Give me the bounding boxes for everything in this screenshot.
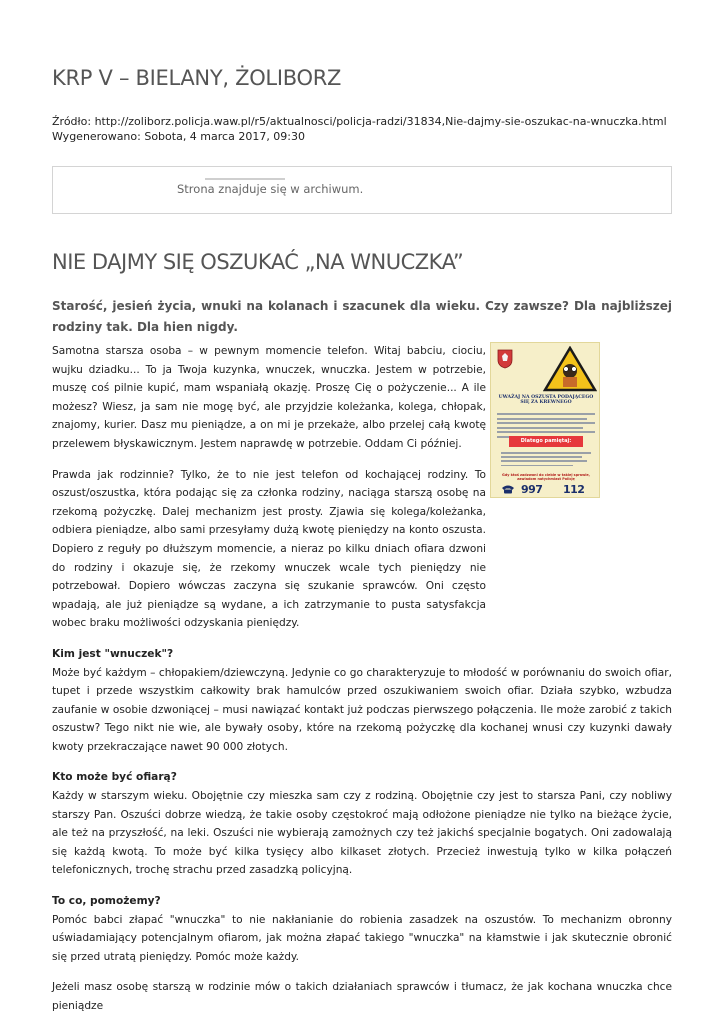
section-heading-how-to-help: To co, pomożemy? [52,895,161,908]
article-closing-paragraph: Jeżeli masz osobę starszą w rodzinie mów o takich działaniach sprawców i tłumacz, że jak kochana wnuczka chce pieniądze [52,981,672,1012]
section-text-who-can-be-victim: Każdy w starszym wieku. Obojętnie czy mieszka sam czy z rodziną. Obojętnie czy jest to starsza Pani, czy nobliwy starszy Pan. Oszuści dobrze wiedzą, że takie osoby częstokroć mają odłożone pieniądze nie tylko na bieżące życie, ale też na przyszłość, na leki. Oszuści nie wybierają zamożnych czy też jakichś specjalnie bogatych. Oni zadowalają się każdą kwotą. To może być kilka tysięcy albo kilkaset złotych. Przecież inwestują tylko w kilka połączeń telefonicznych, trochę strachu przed zasadzką policyjną. [52,790,672,877]
section-heading-who-is-wnuczek: Kim jest "wnuczek"? [52,647,174,660]
poster-footer-note: Gdy ktoś zadzwoni do ciebie w takiej sprawie, zawiadom natychmiast Policję [502,473,590,481]
poster-banner: Dlatego pamiętaj: [509,436,583,447]
emergency-number-112: 112 [563,483,585,496]
article-lead: Starość, jesień życia, wnuki na kolanach i szacunek dla wieku. Czy zawsze? Dla najbliższej rodziny tak. Dla hien nigdy. [52,299,672,334]
article-paragraph: Samotna starsza osoba – w pewnym momencie telefon. Witaj babciu, ciociu, wujku dziadku... To ja Twoja kuzynka, wnuczek, wnuczka. Jestem w potrzebie, muszę coś pilnie kupić, mam wspaniałą okazję. Proszę Cię o pożyczenie... A ile możesz? Wiesz, ja sam nie mogę być, ale przyjdzie koleżanka, kolega, chłopak, znajomy, kurier. Dasz mu pieniądze, a on mi je przekaże, albo przelej całą kwotę przelewem błyskawicznym. Jestem naprawdę w potrzebie. Oddam Ci później. [52,345,486,450]
archive-notice [52,166,672,214]
section-heading-who-can-be-victim: Kto może być ofiarą? [52,771,177,784]
article-body [52,342,672,1028]
emergency-number-997: 997 [521,483,543,496]
source-info [52,114,667,144]
archive-message: Strona znajduje się w archiwum. [177,182,364,196]
site-title: KRP V – BIELANY, ŻOLIBORZ [52,66,342,90]
poster-headline: UWAŻAJ NA OSZUSTA PODAJĄCEGO SIĘ ZA KREWNEGO [498,395,594,406]
section-text-how-to-help: Pomóc babci złapać "wnuczka" to nie nakłanianie do robienia zasadzek na oszustów. To mechanizm obronny uświadamiający potencjalnym ofiarom, jak można złapać takiego "wnuczka" na kłamstwie i jak skutecznie obronić się przed utratą pieniędzy. Pomóc może każdy. [52,913,672,963]
source-url-line: Źródło: http://zoliborz.policja.waw.pl/r5/aktualnosci/policja-radzi/31834,Nie-dajmy-sie-oszukac-na-wnuczka.html [52,115,667,128]
article-paragraph: Prawda jak rodzinnie? Tylko, że to nie jest telefon od kochającej rodziny. To oszust/oszustka, która podając się za członka rodziny, naciąga starszą osobę na rzekomą pożyczkę. Dalej mechanizm jest prosty. Zjawia się kolega/koleżanka, odbiera pieniądze, albo sami przesyłamy dużą kwotę pieniędzy na konto oszusta. Dopiero z reguły po dłuższym momencie, a nieraz po kilku dniach ofiara dzwoni do rodziny i okazuje się, że rzekomy wnuczek wcale tych pieniędzy nie potrzebował. Dopiero wówczas zaczyna się szukanie sprawców. Oni często wpadają, ale już pieniądze są wydane, a ich zatrzymanie to pusta satysfakcja wobec braku możliwości odzyskania pieniędzy. [52,468,486,630]
section-text-who-is-wnuczek: Może być każdym – chłopakiem/dziewczyną. Jedynie co go charakteryzuje to młodość w porównaniu do swoich ofiar, tupet i przede wszystkim całkowity brak hamulców przed oszukiwaniem swoich ofiar. Działa szybko, wzbudza zaufanie w osobie dzwoniącej – musi nawiązać kontakt już podczas pierwszego połączenia. Ile może zarobić z takich oszustw? Tego nikt nie wie, ale bywały osoby, które na rzekomą pożyczkę dla kochanej wnusi czy kuzynki dawały kwoty przekraczające nawet 90 000 złotych. [52,666,672,753]
article-title: NIE DAJMY SIĘ OSZUKAĆ „NA WNUCZKA” [52,250,464,274]
generated-date-line: Wygenerowano: Sobota, 4 marca 2017, 09:30 [52,130,306,143]
archive-divider [205,178,285,180]
